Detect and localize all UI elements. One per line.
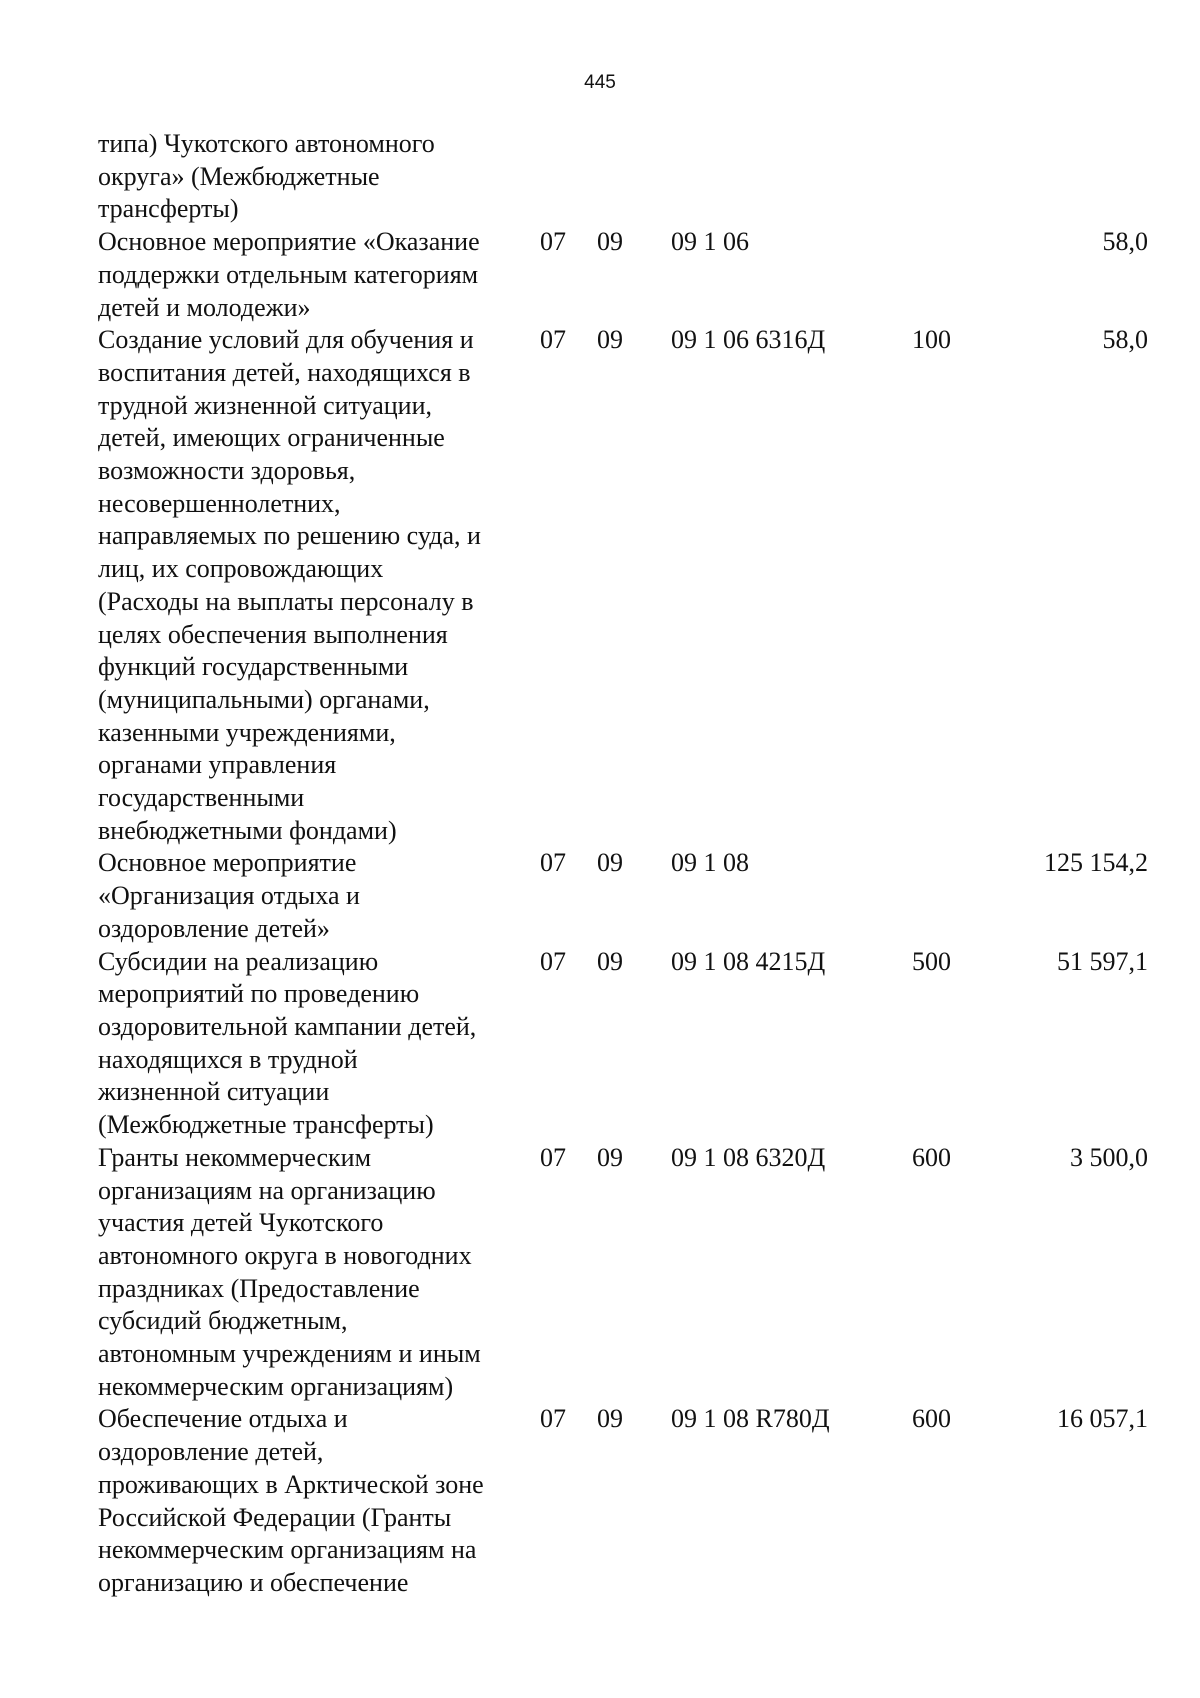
table-row <box>98 324 1148 847</box>
row-amount: 16 057,1 <box>1057 1404 1148 1434</box>
row-subsection-code: 09 <box>597 227 623 257</box>
table-row <box>98 1142 1148 1404</box>
row-target-item-code: 09 1 08 <box>671 848 749 878</box>
row-subsection-code: 09 <box>597 325 623 355</box>
row-target-item-code: 09 1 06 <box>671 227 749 257</box>
row-expense-type-code: 100 <box>912 325 951 355</box>
row-expense-type-code: 600 <box>912 1404 951 1434</box>
row-amount: 3 500,0 <box>1070 1142 1148 1172</box>
row-expense-type-code: 600 <box>912 1142 951 1172</box>
row-target-item-code: 09 1 06 6316Д <box>671 325 826 355</box>
row-amount: 58,0 <box>1102 227 1148 257</box>
row-subsection-code: 09 <box>597 1404 623 1434</box>
row-subsection-code: 09 <box>597 946 623 976</box>
page-number: 445 <box>584 72 616 93</box>
row-description: типа) Чукотского автономного округа» (Межбюджетные трансферты) <box>98 129 435 224</box>
table-row <box>98 226 1148 324</box>
row-section-code: 07 <box>540 325 566 355</box>
row-section-code: 07 <box>540 1142 566 1172</box>
row-target-item-code: 09 1 08 6320Д <box>671 1142 826 1172</box>
row-description: Гранты некоммерческим организациям на организацию участия детей Чукотского автономного округа в новогодних праздниках (Предоставление субсидий бюджетным, автономным учреждениям и иным некоммерческим организациям) <box>98 1142 481 1401</box>
row-section-code: 07 <box>540 848 566 878</box>
row-subsection-code: 09 <box>597 1142 623 1172</box>
table-row <box>98 847 1148 945</box>
row-description: Обеспечение отдыха и оздоровление детей, проживающих в Арктической зоне Российской Федерации (Гранты некоммерческим организациям на организацию и обеспечение <box>98 1404 484 1597</box>
budget-table <box>98 128 1148 1600</box>
row-expense-type-code: 500 <box>912 946 951 976</box>
row-amount: 58,0 <box>1102 325 1148 355</box>
table-row <box>98 946 1148 1142</box>
row-section-code: 07 <box>540 946 566 976</box>
table-row <box>98 128 1148 226</box>
row-description: Основное мероприятие «Организация отдыха и оздоровление детей» <box>98 848 360 943</box>
row-amount: 125 154,2 <box>1044 848 1148 878</box>
row-amount: 51 597,1 <box>1057 946 1148 976</box>
row-description: Основное мероприятие «Оказание поддержки отдельным категориям детей и молодежи» <box>98 227 480 322</box>
row-section-code: 07 <box>540 227 566 257</box>
row-description: Создание условий для обучения и воспитания детей, находящихся в трудной жизненной ситуации, детей, имеющих ограниченные возможности здоровья, несовершеннолетних, направляемых по решению суда, и лиц, их сопровождающих (Расходы на выплаты персоналу в целях обеспечения выполнения функций государственными (муниципальными) органами, казенными учреждениями, органами управления государственными внебюджетными фондами) <box>98 325 481 845</box>
row-description: Субсидии на реализацию мероприятий по проведению оздоровительной кампании детей, находящихся в трудной жизненной ситуации (Межбюджетные трансферты) <box>98 946 477 1140</box>
row-target-item-code: 09 1 08 R780Д <box>671 1404 830 1434</box>
table-row <box>98 1403 1148 1599</box>
row-subsection-code: 09 <box>597 848 623 878</box>
row-target-item-code: 09 1 08 4215Д <box>671 946 826 976</box>
row-section-code: 07 <box>540 1404 566 1434</box>
